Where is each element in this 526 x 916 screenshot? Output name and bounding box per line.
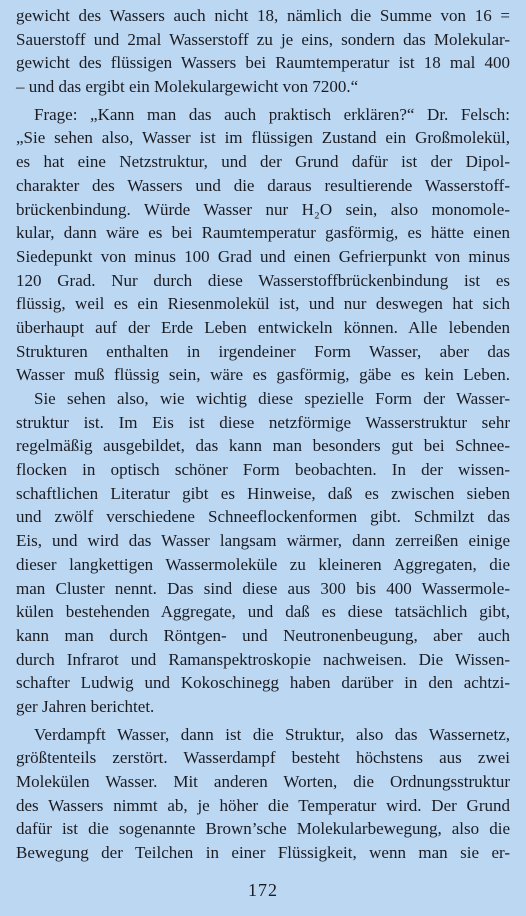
text-line: des Wassers nimmt ab, je höher die Temperatur wird. Der Grund [16, 795, 510, 815]
text-line: kular, dann wäre es bei Raumtemperatur gasförmig, es hätte einen [16, 223, 510, 243]
page-number: 172 [248, 880, 278, 900]
text-line: durch Infrarot und Ramanspektroskopie nachweisen. Die Wissen- [16, 649, 510, 669]
text-line: flüssig, weil es ein Riesenmolekül ist, und nur deswegen hat sich [16, 294, 510, 314]
text-line: dafür ist die sogenannte Brown’sche Molekularbewegung, also die [16, 819, 510, 839]
text-line: überhaupt auf der Erde Leben entwickeln können. Alle lebenden [16, 317, 510, 337]
text-line: Sauerstoff und 2mal Wasserstoff zu je eins, sondern das Molekular- [16, 29, 510, 49]
text-line: 120 Grad. Nur durch diese Wasserstoffbrückenbindung ist es [16, 270, 510, 290]
text-line: kann man durch Röntgen- und Neutronenbeugung, aber auch [16, 625, 510, 645]
text-line: gewicht des Wassers auch nicht 18, nämlich die Summe von 16 = [16, 6, 510, 25]
text-line: schafter Ludwig und Kokoschinegg haben darüber in den achtzi- [16, 673, 510, 693]
text-line: struktur ist. Im Eis ist diese netzförmige Wasserstruktur sehr [16, 412, 510, 432]
text-line: charakter des Wassers und die daraus resultierende Wasserstoff- [16, 175, 510, 195]
body-text [16, 4, 510, 865]
text-line: Eis, und wird das Wasser langsam wärmer, dann zerreißen einige [16, 531, 510, 551]
text-line: – und das ergibt ein Molekulargewicht von 7200.“ [16, 77, 359, 97]
text-line: schaftlichen Literatur gibt es Hinweise, daß es zwischen sieben [16, 483, 510, 503]
text-line: Molekülen Wasser. Mit anderen Worten, die Ordnungsstruktur [16, 772, 510, 791]
text-line: dieser langkettigen Wassermoleküle zu kleineren Aggregaten, die [16, 554, 510, 574]
text-line: Sie sehen also, wie wichtig diese spezielle Form der Wasser- [34, 389, 510, 408]
text-line: brückenbindung. Würde Wasser nur H₂O sein, also monomole- [16, 199, 510, 219]
text-line: Siedepunkt von minus 100 Grad und einen Gefrierpunkt von minus [16, 246, 510, 266]
text-line: und zwölf verschiedene Schneeflockenformen gibt. Schmilzt das [16, 507, 510, 527]
text-line: man Cluster nennt. Das sind diese aus 300 bis 400 Wassermole- [16, 578, 510, 598]
text-line: größtenteils zerstört. Wasserdampf besteht höchstens aus zwei [16, 748, 510, 768]
text-line: Frage: „Kann man das auch praktisch erklären?“ Dr. Felsch: [34, 104, 510, 124]
text-line: regelmäßig ausgebildet, das kann man besonders gut bei Schnee- [16, 436, 510, 456]
text-line: es hat eine Netzstruktur, und der Grund dafür ist der Dipol- [16, 152, 510, 172]
text-line: Verdampft Wasser, dann ist die Struktur, also das Wassernetz, [34, 724, 510, 744]
text-line: Wasser muß flüssig sein, wäre es gasförmig, gäbe es kein Leben. [16, 365, 510, 385]
text-line: külen bestehenden Aggregate, und daß es diese tatsächlich gibt, [16, 602, 510, 622]
text-line: Bewegung der Teilchen in einer Flüssigkeit, wenn man sie er- [16, 843, 510, 863]
text-line: Strukturen enthalten in irgendeiner Form Wasser, aber das [16, 341, 510, 361]
text-line: flocken in optisch schöner Form beobachten. In der wissen- [16, 460, 510, 480]
text-line: gewicht des flüssigen Wassers bei Raumtemperatur ist 18 mal 400 [16, 53, 510, 73]
text-line: ger Jahren berichtet. [16, 696, 155, 716]
text-line: „Sie sehen also, Wasser ist im flüssigen Zustand ein Großmolekül, [16, 128, 510, 148]
